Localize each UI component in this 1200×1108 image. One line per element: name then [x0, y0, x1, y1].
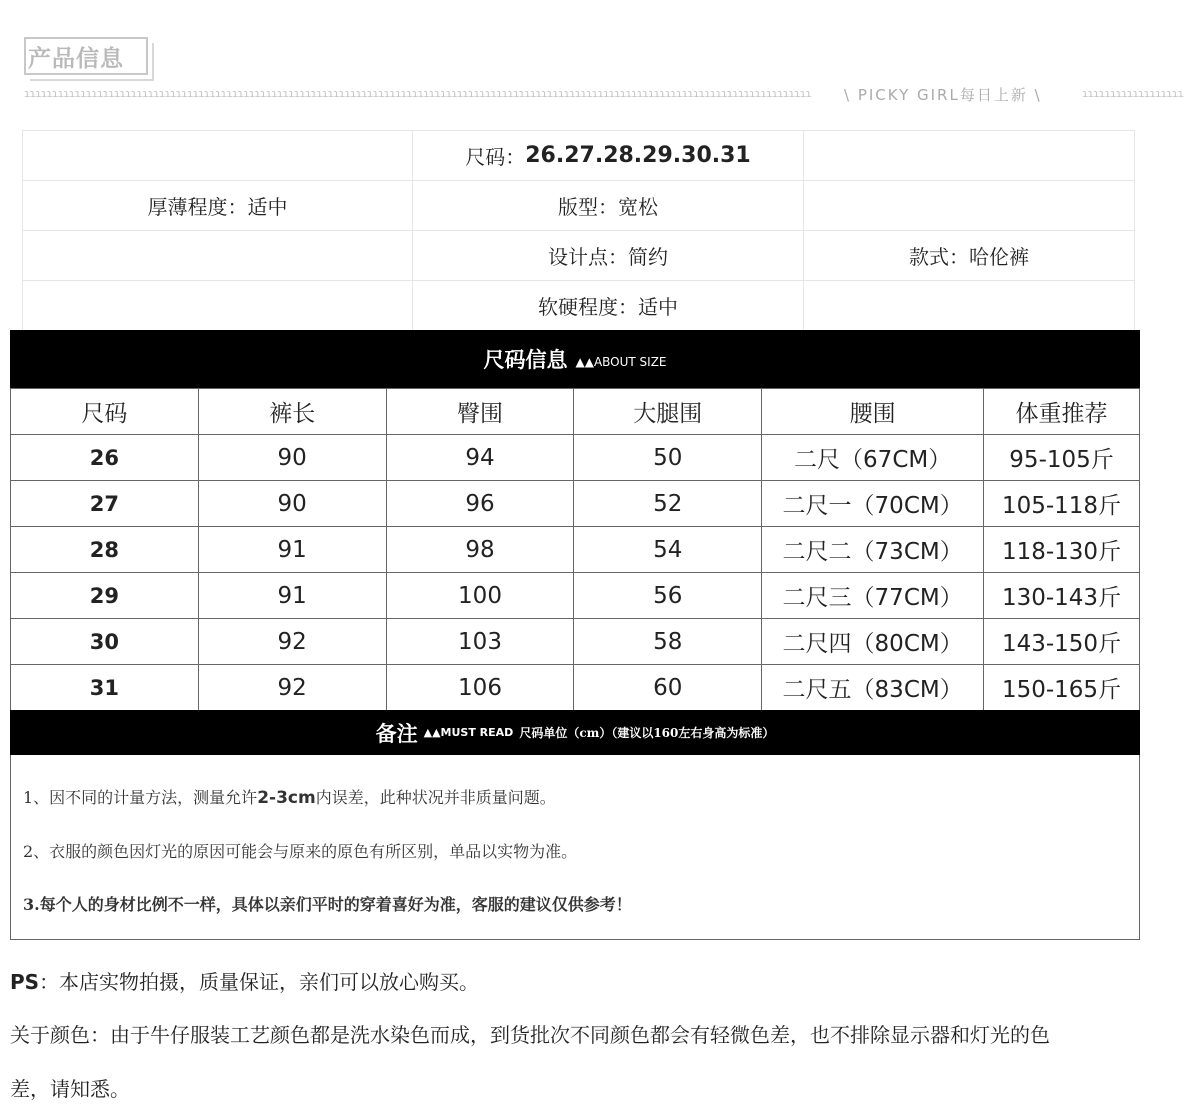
info-cell-empty: [22, 230, 412, 280]
product-info-grid: [22, 130, 1135, 330]
table-cell: 56: [574, 573, 762, 619]
table-cell: 143-150斤: [984, 619, 1140, 665]
table-cell: 二尺三（77CM）: [762, 573, 984, 619]
color-note-line-2: 差，请知悉。: [10, 1077, 130, 1101]
table-cell: 96: [386, 481, 574, 527]
decorative-squiggle-left: ɿɿɿɿɿɿɿɿɿɿɿɿɿɿɿɿɿɿɿɿɿɿɿɿɿɿɿɿɿɿɿɿɿɿɿɿɿɿɿɿɿɿɿɿɿɿɿɿɿɿɿɿɿɿɿɿɿɿɿɿɿɿɿɿɿɿɿɿɿɿɿɿɿɿɿɿɿɿɿɿɿɿɿɿɿɿɿɿɿɿɿɿɿɿɿɿɿɿɿɿɿɿɿɿɿɿɿɿɿɿɿɿɿɿɿɿɿɿɿɿɿɿɿɿɿɿɿɿɿɿɿɿɿɿɿɿɿɿɿɿ: [24, 87, 812, 100]
info-thickness: 厚薄程度：适中: [22, 180, 412, 230]
table-cell: 118-130斤: [984, 527, 1140, 573]
table-row: [11, 665, 1140, 711]
note-1-text-end: 内误差，此种状况并非质量问题。: [315, 788, 556, 807]
table-cell: 58: [574, 619, 762, 665]
table-cell: 28: [11, 527, 199, 573]
notes-box: [10, 755, 1140, 940]
table-cell: 103: [386, 619, 574, 665]
table-cell: 52: [574, 481, 762, 527]
table-cell: 二尺（67CM）: [762, 435, 984, 481]
info-cell-empty: [22, 280, 412, 330]
section-title: 产品信息: [28, 46, 124, 72]
table-cell: 30: [11, 619, 199, 665]
table-cell: 91: [198, 573, 386, 619]
table-cell: 二尺五（83CM）: [762, 665, 984, 711]
table-cell: 54: [574, 527, 762, 573]
color-note-line-1: 关于颜色：由于牛仔服装工艺颜色都是洗水染色而成，到货批次不同颜色都会有轻微色差，也不排除显示器和灯光的色: [10, 1023, 1050, 1047]
table-cell: 94: [386, 435, 574, 481]
table-cell: 二尺二（73CM）: [762, 527, 984, 573]
table-cell: 150-165斤: [984, 665, 1140, 711]
table-cell: 二尺四（80CM）: [762, 619, 984, 665]
note-2: 2、衣服的颜色因灯光的原因可能会与原来的原色有所区别，单品以实物为准。: [23, 842, 578, 861]
note-1-highlight: 2-3cm: [257, 788, 316, 808]
size-table: [10, 388, 1140, 711]
table-cell: 26: [11, 435, 199, 481]
size-table-header: [11, 389, 1140, 435]
table-row: [11, 573, 1140, 619]
table-row: [11, 527, 1140, 573]
table-cell: 90: [198, 481, 386, 527]
header-cell: 体重推荐: [984, 389, 1140, 435]
table-cell: 105-118斤: [984, 481, 1140, 527]
table-cell: 92: [198, 665, 386, 711]
info-size-label: 尺码：: [465, 145, 526, 169]
info-cell-empty: [803, 130, 1135, 180]
header-cell: 尺码: [11, 389, 199, 435]
table-row: [11, 619, 1140, 665]
table-cell: 95-105斤: [984, 435, 1140, 481]
info-design: 设计点：简约: [412, 230, 803, 280]
table-cell: 98: [386, 527, 574, 573]
table-cell: 27: [11, 481, 199, 527]
header-cell: 臀围: [386, 389, 574, 435]
table-cell: 29: [11, 573, 199, 619]
info-fit: 版型：宽松: [412, 180, 803, 230]
info-cell-empty: [803, 280, 1135, 330]
header-cell: 大腿围: [574, 389, 762, 435]
table-cell: 60: [574, 665, 762, 711]
table-row: [11, 481, 1140, 527]
table-cell: 106: [386, 665, 574, 711]
ps-line: [10, 966, 479, 995]
note-1-text: 1、因不同的计量方法，测量允许: [23, 788, 258, 807]
info-style: 款式：哈伦裤: [803, 230, 1135, 280]
decorative-squiggle-right: ɿɿɿɿɿɿɿɿɿɿɿɿɿɿɿɿɿɿ: [1082, 87, 1184, 100]
info-cell-empty: [22, 130, 412, 180]
note-1: [23, 785, 556, 808]
table-cell: 90: [198, 435, 386, 481]
table-cell: 91: [198, 527, 386, 573]
table-cell: 92: [198, 619, 386, 665]
ps-text: ：本店实物拍摄，质量保证，亲们可以放心购买。: [39, 970, 480, 994]
size-info-banner: [10, 330, 1140, 388]
info-size: [412, 130, 803, 180]
ps-label: PS: [10, 970, 40, 994]
header-cell: 裤长: [198, 389, 386, 435]
table-row: [11, 435, 1140, 481]
header-cell: 腰围: [762, 389, 984, 435]
notes-banner-subtitle: ▲▲MUST READ: [423, 726, 514, 739]
notes-banner-title: 备注: [375, 720, 418, 746]
brand-tagline: \ PICKY GIRL每日上新 \: [844, 86, 1042, 104]
info-softness: 软硬程度：适中: [412, 280, 803, 330]
note-3: 3.每个人的身材比例不一样，具体以亲们平时的穿着喜好为准，客服的建议仅供参考！: [23, 895, 632, 914]
table-cell: 31: [11, 665, 199, 711]
table-cell: 100: [386, 573, 574, 619]
table-cell: 二尺一（70CM）: [762, 481, 984, 527]
notes-banner: [10, 710, 1140, 755]
info-cell-empty: [803, 180, 1135, 230]
info-size-value: 26.27.28.29.30.31: [525, 143, 751, 168]
table-cell: 50: [574, 435, 762, 481]
size-banner-title: 尺码信息: [483, 347, 568, 372]
size-banner-subtitle: ▲▲ABOUT SIZE: [575, 355, 667, 369]
table-cell: 130-143斤: [984, 573, 1140, 619]
notes-banner-unit: 尺码单位（cm）（建议以160左右身高为标准）: [519, 726, 775, 740]
